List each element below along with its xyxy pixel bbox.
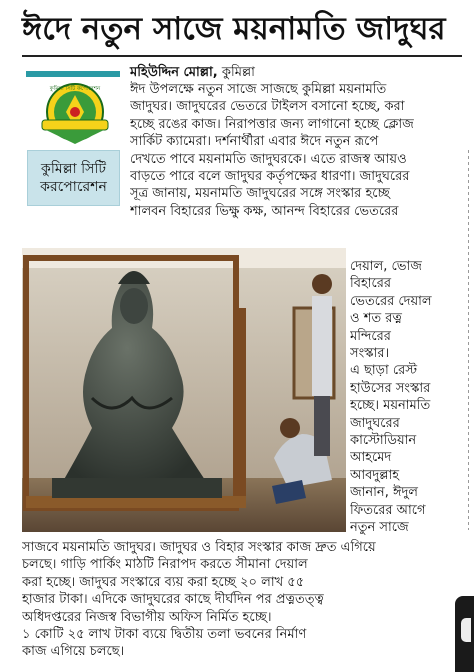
- column-line: জানান, ঈদুল: [350, 485, 418, 501]
- column-line: নতুন সাজে: [350, 520, 409, 536]
- bottom-line: ১ কোটি ২৫ লাখ টাকা ব্যয়ে দ্বিতীয় তলা ভবনের নির্মাণ: [22, 627, 307, 643]
- column-line: ফিতরের আগে: [350, 502, 426, 518]
- logo-text: কুমিল্লা সিটি কর্পোরেশন: [49, 86, 101, 92]
- column-line: ভেতরের দেয়াল: [350, 293, 432, 309]
- intro-line: দেখতে পাবে ময়নামতি জাদুঘরকে। এতে রাজস্ব আয়ও: [130, 151, 407, 167]
- column-line: বিহারের: [350, 276, 392, 292]
- page-edge: [464, 0, 474, 672]
- bottom-line: করা হচ্ছে। জাদুঘর সংস্কারে ব্যয় করা হচ্ছে ২০ লাখ ৫৫: [22, 574, 305, 590]
- column-line: ও শত রত্ন: [350, 311, 402, 327]
- headline: ঈদে নতুন সাজে ময়নামতি জাদুঘর: [22, 11, 446, 47]
- sidebar-box-line2: করপোরেশন: [40, 179, 107, 195]
- bottom-paragraph: [22, 539, 462, 661]
- intro-line: সূত্র জানায়, ময়নামতি জাদুঘরের সঙ্গে সংস্কার হচ্ছে: [130, 186, 390, 202]
- bottom-line: অধিদপ্তরের নিজস্ব বিভাগীয় অফিস নির্মিত হচ্ছে।: [22, 609, 272, 625]
- column-line: আহমেদ: [350, 450, 392, 466]
- scroll-handle[interactable]: [455, 596, 474, 672]
- page-edge-dashes: [468, 150, 469, 530]
- museum-photo: [22, 248, 346, 532]
- sidebar-box: [27, 150, 120, 206]
- byline: [130, 64, 255, 81]
- byline-author: মহিউদ্দিন মোল্লা,: [130, 65, 218, 80]
- photo-illustration: [22, 248, 346, 532]
- column-line: এ ছাড়া রেস্ট: [350, 363, 418, 379]
- bottom-line: চলছে। গাড়ি পার্কিং মাঠটি নিরাপদ করতে সীমানা দেয়াল: [22, 557, 308, 573]
- intro-line: বাড়তে পারে বলে জাদুঘর কর্তৃপক্ষের ধারণা। জাদুঘরের: [130, 169, 410, 185]
- intro-line: শালবন বিহারের ভিক্ষু কক্ষ, আনন্দ বিহারের ভেতরের: [130, 203, 399, 219]
- intro-line: হচ্ছে রঙের কাজ। নিরাপত্তার জন্য লাগানো হচ্ছে ক্লোজ: [130, 116, 414, 132]
- column-line: দেয়াল, ভোজ: [350, 259, 422, 274]
- column-line: সংস্কার।: [350, 346, 390, 362]
- intro-paragraph: [130, 81, 462, 220]
- intro-line: সার্কিট ক্যামেরা। দর্শনার্থীরা এবার ঈদে নতুন রূপে: [130, 134, 379, 150]
- intro-line: ঈদ উপলক্ষে নতুন সাজে সাজছে কুমিল্লা ময়নামতি: [130, 82, 387, 97]
- column-line: আবদুল্লাহ: [350, 467, 400, 483]
- column-line: মন্দিরের: [350, 328, 391, 344]
- bottom-line: সাজবে ময়নামতি জাদুঘর। জাদুঘর ও বিহার সংস্কার কাজ দ্রুত এগিয়ে: [22, 540, 376, 555]
- column-line: হচ্ছে। ময়নামতি: [350, 398, 431, 414]
- accent-bar: [26, 71, 120, 77]
- headline-divider: [22, 55, 462, 57]
- intro-line: জাদুঘর। জাদুঘরের ভেতরে টাইলস বসানো হচ্ছে, করা: [130, 99, 405, 115]
- bottom-line: কাজ এগিয়ে চলছে।: [22, 644, 125, 660]
- column-line: কাস্টোডিয়ান: [350, 433, 417, 449]
- column-line: জাদুঘরের: [350, 415, 400, 431]
- side-column-paragraph: [350, 258, 462, 537]
- column-line: হাউসের সংস্কার: [350, 380, 431, 396]
- sidebar-box-line1: কুমিল্লা সিটি: [41, 161, 106, 177]
- bottom-line: হাজার টাকা। এদিকে জাদুঘরের কাছে দীর্ঘদিন পর প্রত্নতত্ত্ব: [22, 592, 324, 608]
- byline-place: কুমিল্লা: [217, 65, 255, 80]
- city-corporation-logo: [36, 82, 114, 146]
